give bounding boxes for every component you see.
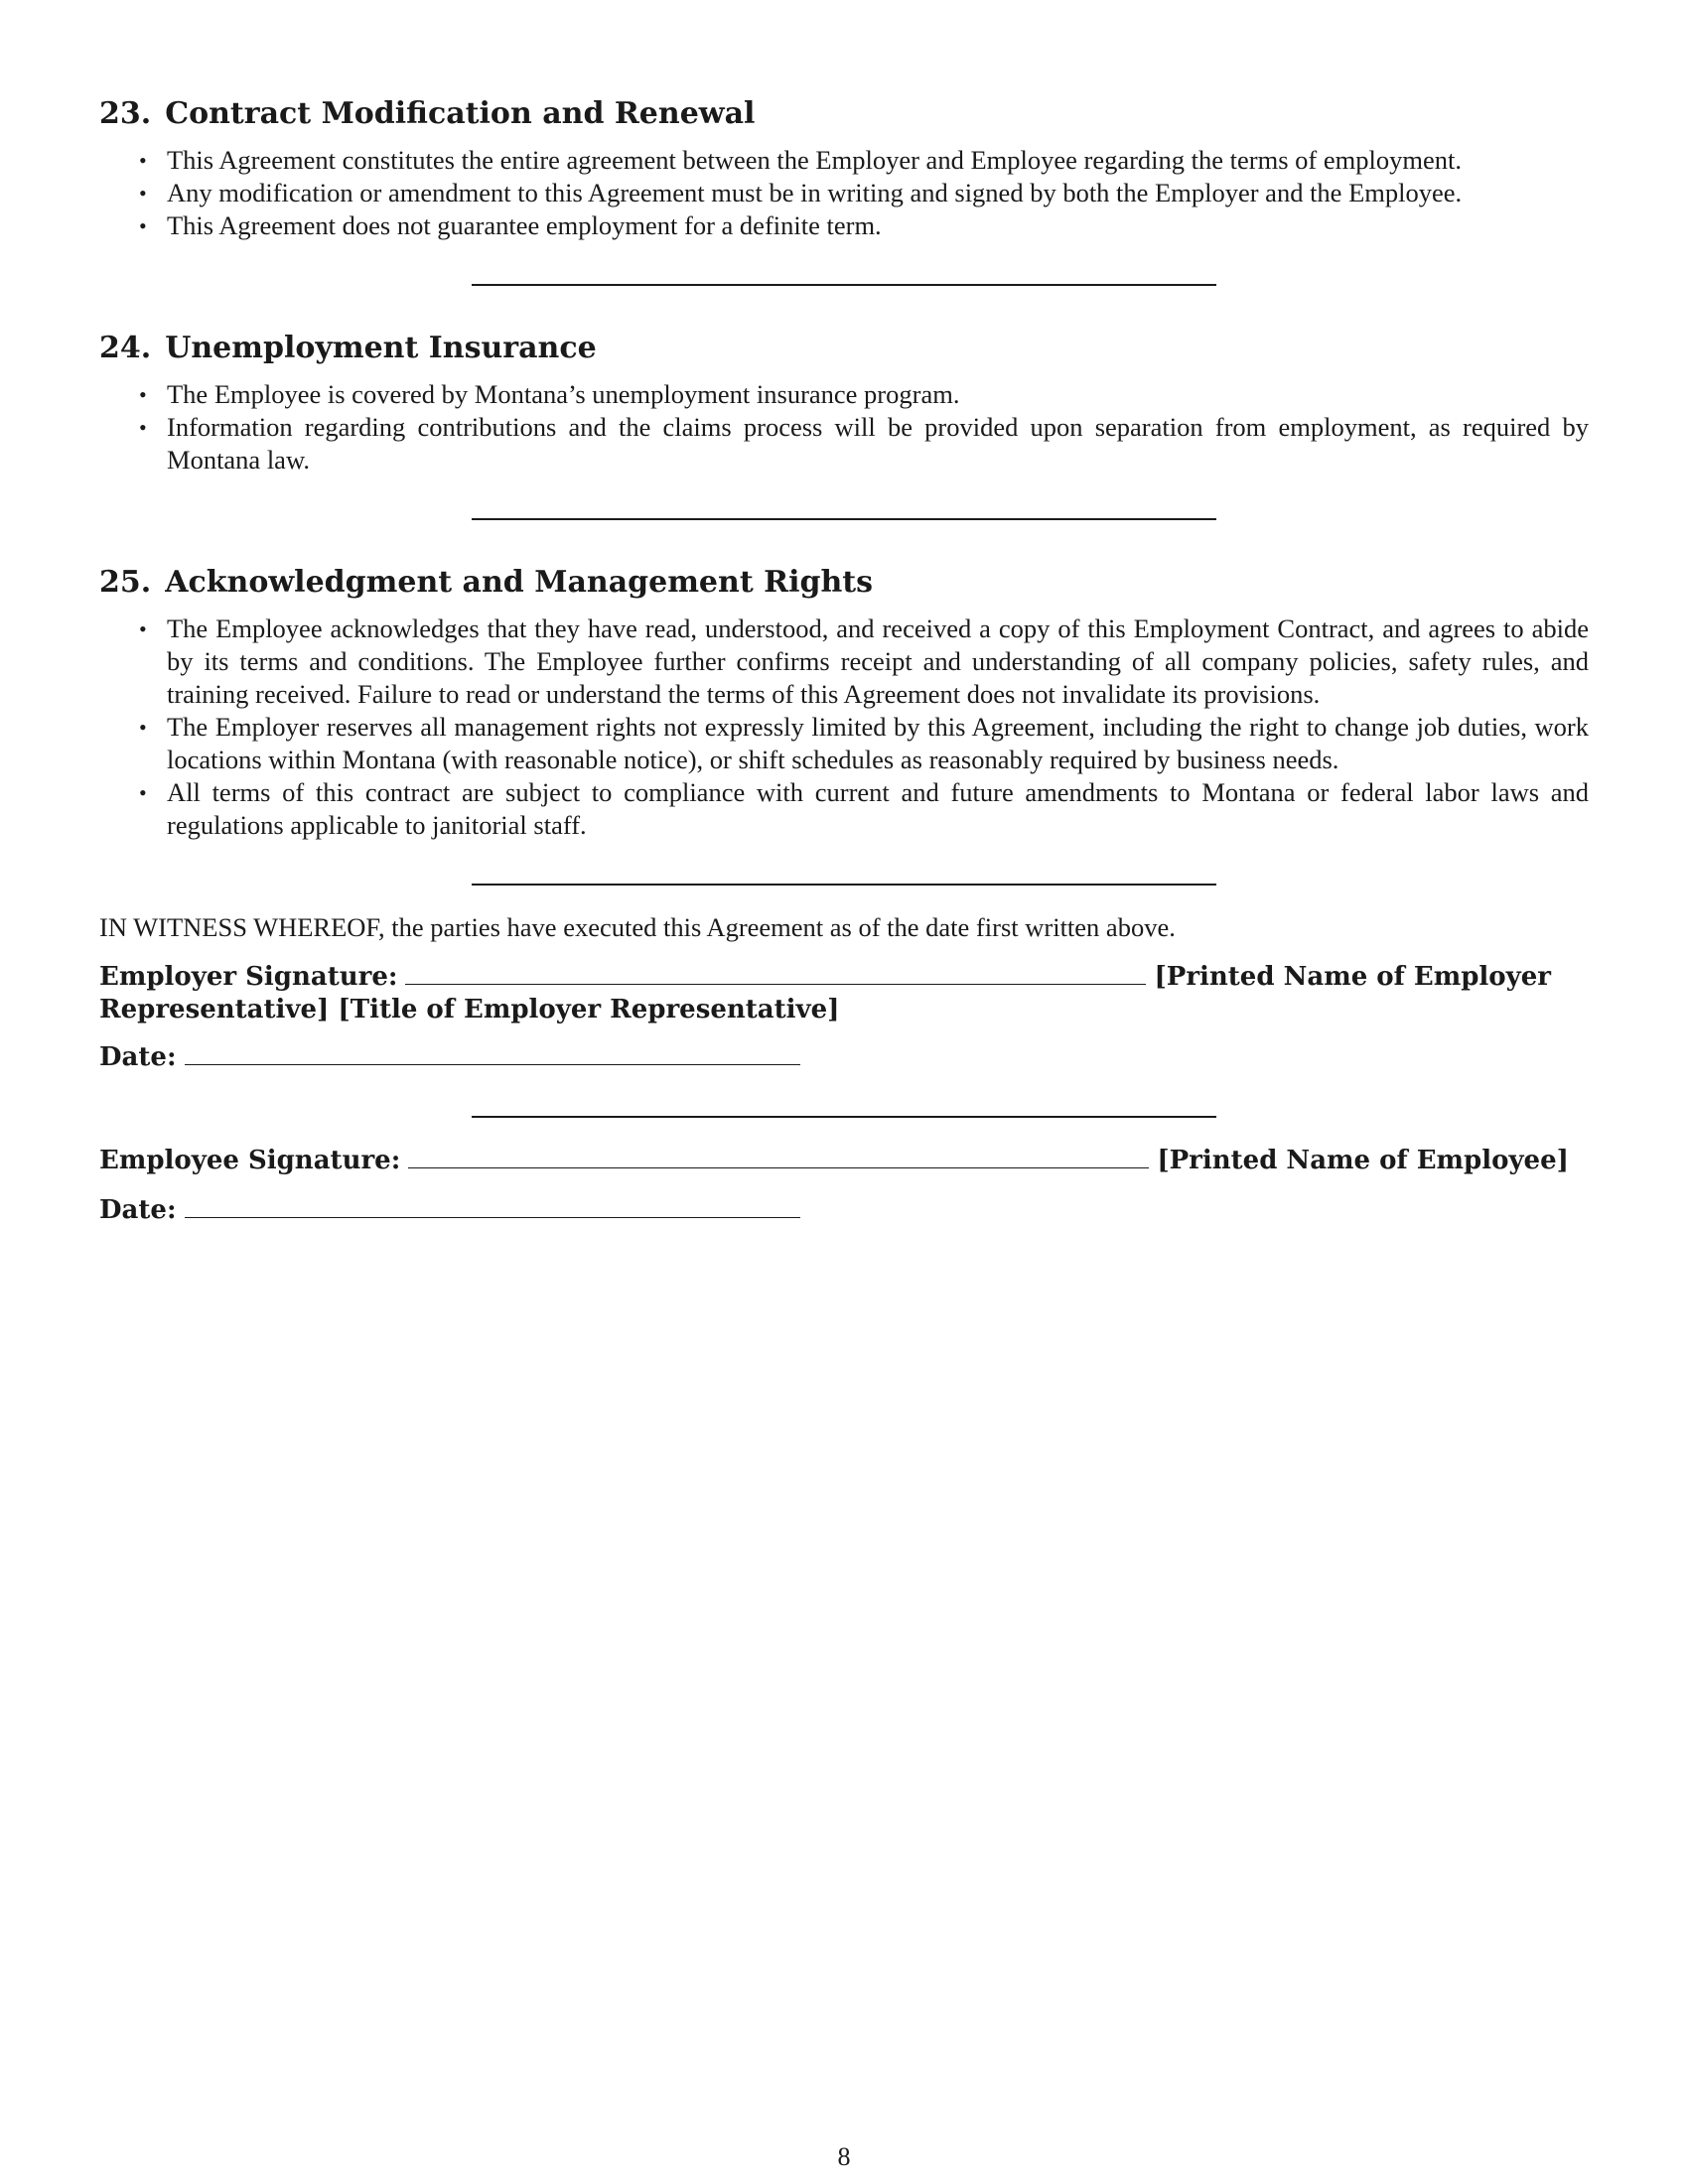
employer-title: [Title of Employer Representative]: [338, 995, 840, 1024]
employer-printed-name: [Printed Name of Employer Representative]: [99, 962, 1551, 1024]
section-heading: Unemployment Insurance: [165, 331, 597, 365]
section-number: 24.: [99, 331, 152, 365]
list-item: • This Agreement constitutes the entire agreement between the Employer and Employee regarding the terms of employment.: [139, 145, 1462, 175]
section-heading: Contract Modification and Renewal: [165, 96, 756, 131]
section-divider: [472, 284, 1216, 286]
list-item: • Information regarding contributions and the claims process will be provided upon separation from employment, as required by Montana law.: [139, 412, 1589, 475]
list-item: • All terms of this contract are subject to compliance with current and future amendments to Montana or federal labor laws and regulations applicable to janitorial staff.: [139, 777, 1589, 840]
section-divider: [472, 1116, 1216, 1118]
bullet-icon: •: [139, 616, 147, 641]
bullet-list: [99, 613, 1589, 842]
section-divider: [472, 518, 1216, 520]
employee-printed-name: [Printed Name of Employee]: [1157, 1146, 1569, 1175]
section-25: [99, 563, 1589, 842]
list-item: • The Employee is covered by Montana’s unemployment insurance program.: [139, 379, 960, 409]
section-heading: Acknowledgment and Management Rights: [165, 565, 873, 600]
document-page: [99, 94, 1589, 1227]
employer-signature-block: [99, 960, 1589, 1026]
employer-signature-field[interactable]: [405, 960, 1146, 985]
employee-date-field[interactable]: [185, 1193, 800, 1218]
bullet-list: [99, 378, 1589, 477]
section-number: 25.: [99, 565, 152, 600]
employer-date-label: Date:: [99, 1042, 177, 1072]
section-24: [99, 329, 1589, 477]
witness-statement: IN WITNESS WHEREOF, the parties have executed this Agreement as of the date first written above.: [99, 912, 1176, 942]
employer-date-field[interactable]: [185, 1040, 800, 1065]
section-title: [99, 563, 1589, 603]
section-title: [99, 94, 1589, 134]
list-item: • The Employee acknowledges that they have read, understood, and received a copy of this Employment Contract, and agrees to abide by its terms and conditions. The Employee further confirms receipt and understanding of all company policies, safety rules, and training received. Failure to read or understand the terms of this Agreement does not invalidate its provisions.: [139, 614, 1589, 709]
section-divider: [472, 884, 1216, 886]
bullet-icon: •: [139, 382, 147, 407]
bullet-icon: •: [139, 148, 147, 173]
employer-signature-label: Employer Signature:: [99, 962, 398, 992]
employee-signature-field[interactable]: [408, 1144, 1149, 1168]
bullet-icon: •: [139, 213, 147, 238]
section-title: [99, 329, 1589, 368]
bullet-icon: •: [139, 415, 147, 440]
section-23: [99, 94, 1589, 242]
list-item: • This Agreement does not guarantee employment for a definite term.: [139, 210, 882, 240]
list-item: • Any modification or amendment to this Agreement must be in writing and signed by both the Employer and the Employee.: [139, 178, 1463, 207]
bullet-icon: •: [139, 181, 147, 205]
bullet-list: [99, 144, 1589, 242]
bullet-icon: •: [139, 715, 147, 740]
list-item: • The Employer reserves all management rights not expressly limited by this Agreement, including the right to change job duties, work locations within Montana (with reasonable notice), or shift schedules as reasonably required by business needs.: [139, 712, 1589, 774]
bullet-icon: •: [139, 780, 147, 805]
employee-signature-label: Employee Signature:: [99, 1146, 401, 1175]
employer-date-block: [99, 1040, 1589, 1074]
employee-signature-block: [99, 1144, 1589, 1177]
section-number: 23.: [99, 96, 152, 131]
employee-date-label: Date:: [99, 1195, 177, 1225]
page-number: 8: [837, 2142, 851, 2171]
employee-date-block: [99, 1193, 1589, 1227]
